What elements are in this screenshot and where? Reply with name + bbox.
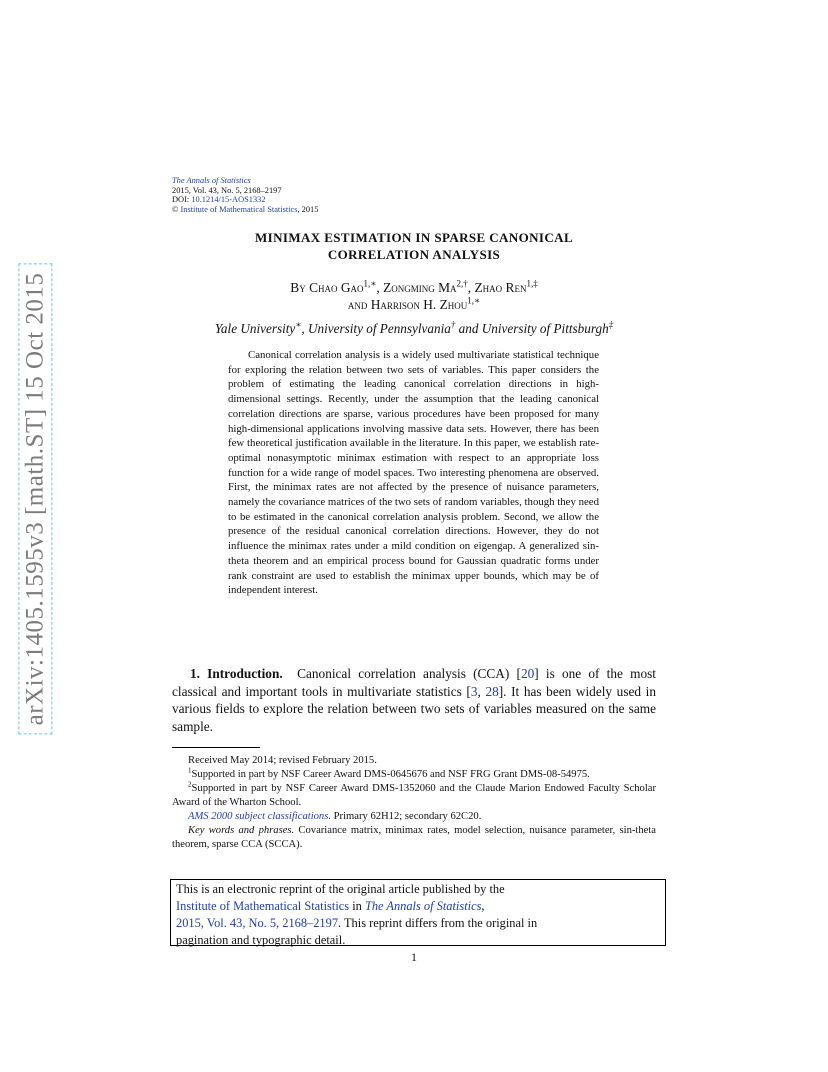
footnote-1: Supported in part by NSF Career Award DMS-0645676 and NSF FRG Grant DMS-08-54975.	[191, 769, 590, 780]
journal-volume: 2015, Vol. 43, No. 5, 2168–2197	[172, 185, 282, 195]
ims-reprint-link[interactable]: Institute of Mathematical Statistics	[176, 899, 350, 913]
affil-yale: Yale University	[214, 321, 296, 336]
reprint-differs: . This reprint differs from the original in	[338, 916, 538, 930]
intro-text-3: ,	[477, 683, 486, 699]
author-2: Zongming Ma	[383, 280, 457, 295]
arxiv-stamp	[18, 255, 52, 742]
citation-link[interactable]: 20	[520, 666, 535, 681]
footnote-divider	[172, 747, 260, 748]
author-1-mark: 1,∗	[363, 278, 377, 289]
intro-heading: 1. Introduction.	[190, 666, 283, 681]
ams-classification: Primary 62H12; secondary 62C20.	[331, 811, 482, 822]
reprint-line-4: pagination and typographic detail.	[176, 933, 346, 947]
keywords: Covariance matrix, minimax rates, model selection, nuisance parameter, sin-theta theorem, sparse CCA (SCCA).	[172, 825, 656, 850]
abstract: Canonical correlation analysis is a widely used multivariate statistical technique for exploring the relation between two sets of variables. This paper considers the problem of estimating the leading canonical correlation directions in high-dimensional settings. Recently, under the assumption that the leading canonical correlation directions are sparse, various procedures have been proposed for many high-dimensional applications involving massive data sets. However, there has been few theoretical justification available in the literature. In this paper, we establish rate-optimal nonasymptotic minimax estimation with respect to an appropriate loss function for a wide range of model spaces. Two interesting phenomena are observed. First, the minimax rates are not affected by the presence of nuisance parameters, namely the covariance matrices of the two sets of random variables, though they need to be estimated in the canonical correlation analysis problem. Second, we allow the presence of the residual canonical correlation directions. However, they do not influence the minimax rates under a mild condition on eigengap. A generalized sin-theta theorem and an empirical process bound for Gaussian quadratic forms under rank constraint are used to establish the minimax upper bounds, which may be of independent interest.	[228, 349, 599, 597]
arxiv-stamp-text: arXiv:1405.1595v3 [math.ST] 15 Oct 2015	[18, 263, 52, 734]
affil-yale-mark: ∗	[295, 319, 302, 330]
affil-pitt-mark: ‡	[608, 319, 614, 330]
footnote-2-mark: 2	[188, 780, 192, 789]
author-list: By Chao Gao$^{1,∗}$, Zongming $Ma^{2,\dagger}$, Zhao Ren$^{1,\ddagger}$ and Harrison H. Zhou$^{1,∗}$	[290, 278, 538, 312]
ims-link[interactable]: Institute of Mathematical Statistics	[180, 204, 298, 214]
reprint-in: in	[349, 899, 365, 913]
author-4-mark: 1,∗	[467, 295, 481, 306]
author-4: Harrison H. Zhou	[370, 297, 468, 312]
footnote-1-mark: 1	[188, 766, 192, 775]
journal-header	[172, 176, 318, 214]
introduction-paragraph	[172, 665, 656, 735]
copyright-icon: ©	[172, 204, 179, 214]
copyright-year: , 2015	[297, 204, 319, 214]
affil-pitt: and University of Pittsburgh	[455, 321, 609, 336]
journal-reprint-link[interactable]: The Annals of Statistics	[364, 899, 482, 913]
ams-classification-link[interactable]: AMS 2000 subject classifications.	[188, 811, 332, 822]
title-line-1: MINIMAX ESTIMATION IN SPARSE CANONICAL	[254, 230, 574, 245]
doi-label: DOI:	[172, 195, 190, 205]
affiliations	[172, 321, 656, 337]
footnote-2: Supported in part by NSF Career Award DMS-1352060 and the Claude Marion Endowed Faculty Scholar Award of the Wharton School.	[172, 783, 656, 808]
reprint-notice	[170, 879, 666, 946]
affil-penn-mark: †	[450, 319, 456, 330]
intro-text-1: Canonical correlation analysis (CCA) [	[297, 666, 521, 681]
author-3: Zhao Ren	[474, 280, 527, 295]
citation-link[interactable]: 3	[470, 683, 478, 699]
journal-name-link[interactable]: The Annals of Statistics	[172, 176, 251, 185]
reprint-line-1: This is an electronic reprint of the original article published by the	[176, 882, 505, 896]
intro-text-4: ]. It has been widely used in various fields to explore the relation between two sets of variables measured on the same sample.	[172, 683, 656, 734]
volume-reprint-link[interactable]: 2015, Vol. 43, No. 5, 2168–2197	[176, 916, 339, 930]
keywords-label: Key words and phrases.	[188, 825, 295, 836]
title-line-2: CORRELATION ANALYSIS	[327, 247, 501, 262]
citation-link[interactable]: 28	[485, 683, 499, 699]
paper-title	[172, 229, 656, 263]
footnotes	[172, 754, 656, 852]
doi-link[interactable]: 10.1214/15-AOS1332	[191, 195, 266, 205]
author-2-mark: 2,†	[456, 278, 468, 289]
author-1: Chao Gao	[309, 280, 364, 295]
author-by: By	[290, 280, 306, 295]
author-3-mark: 1,‡	[526, 278, 538, 289]
reprint-comma: ,	[481, 899, 485, 913]
affil-penn: , University of Pennsylvania	[301, 321, 451, 336]
received-note: Received May 2014; revised February 2015.	[188, 755, 377, 766]
intro-text-2: ] is one of the most classical and important tools in multivariate statistics [	[172, 666, 656, 699]
author-and: and	[347, 297, 368, 312]
page-number: 1	[411, 950, 417, 964]
